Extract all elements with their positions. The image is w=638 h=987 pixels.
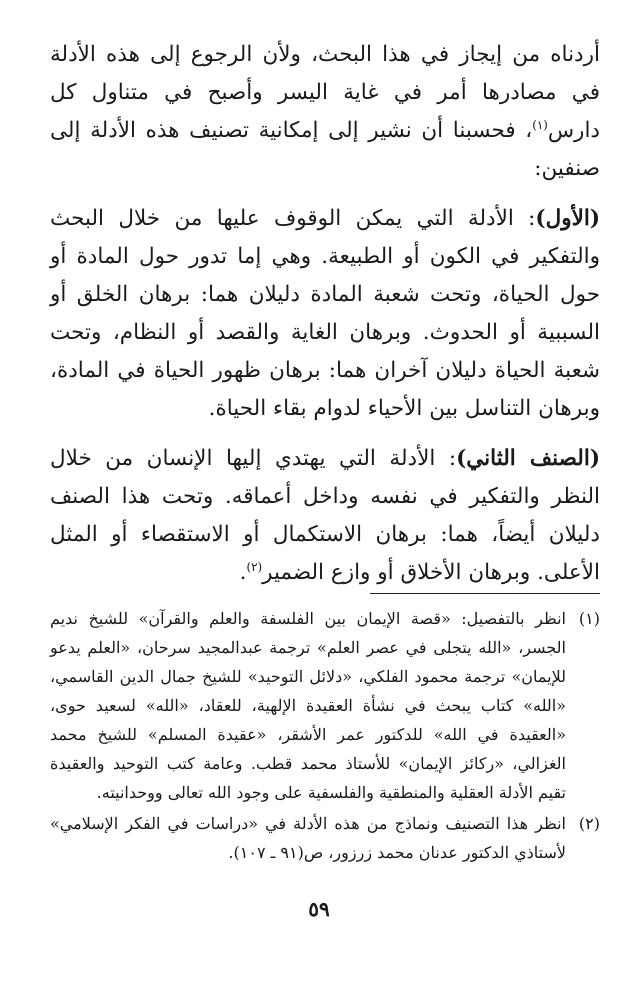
- footnote-2-text: انظر هذا التصنيف ونماذج من هذه الأدلة في «دراسات في الفكر الإسلامي» لأستاذي الدكتور عدنان محمد زرزور، ص(٩١ ـ ١٠٧).: [50, 814, 567, 862]
- page-number: ٥٩: [308, 897, 330, 921]
- footnote-1: [50, 604, 600, 807]
- main-text: [50, 36, 600, 592]
- footnote-1-text: انظر بالتفصيل: «قصة الإيمان بين الفلسفة والعلم والقرآن» للشيخ نديم الجسر، «الله يتجلى في عصر العلم» ترجمة عبدالمجيد سرحان، «العلم يدعو للإيمان» ترجمة محمود الفلكي، «دلائل التوحيد» للشيخ جمال الدين القاسمي، «الله» كتاب يبحث في نشأة العقيدة الإلهية، للعقاد، «الله» لسعيد حوى، «العقيدة في الله» للدكتور عمر الأشقر، «عقيدة المسلم» للشيخ محمد الغزالي، «ركائز الإيمان» للأستاذ محمد قطب. وعامة كتب التوحيد والعقيدة تقيم الأدلة العقلية والمنطقية والفلسفية على وجود الله تعالى ووحدانيته.: [50, 609, 566, 802]
- footnote-2-number: (٢): [578, 814, 600, 833]
- second-category-text: : الأدلة التي يهتدي إليها الإنسان من خلال النظر والتفكير في نفسه وداخل أعماقه. وتحت هذا الصنف دليلان أيضاً، هما: برهان الاستكمال أو الاستقصاء أو المثل الأعلى. وبرهان الأخلاق أو وازع الضمير: [50, 446, 600, 585]
- footnote-1-number: (١): [578, 609, 600, 628]
- footnotes: [50, 604, 600, 867]
- paragraph-second-category: [50, 440, 600, 592]
- first-category-text: : الأدلة التي يمكن الوقوف عليها من خلال البحث والتفكير في الكون أو الطبيعة. وهي إما تدور حول المادة أو حول الحياة، وتحت شعبة المادة دليلان هما: برهان الخلق أو السببية أو الحدوث. وبرهان الغاية والقصد أو النظام، وتحت شعبة الحياة دليلان آخران هما: برهان ظهور الحياة في المادة، وبرهان التناسل بين الأحياء لدوام بقاء الحياة.: [50, 206, 600, 421]
- footnote-separator: [370, 593, 600, 594]
- second-category-heading: (الصنف الثاني): [456, 446, 600, 471]
- second-category-end: .: [239, 560, 247, 585]
- footnote-2: [50, 809, 600, 867]
- footnote-ref-2[interactable]: (٢): [246, 559, 263, 574]
- paragraph-intro-text: أردناه من إيجاز في هذا البحث، ولأن الرجوع إلى هذه الأدلة في مصادرها أمر في غاية اليسر وأصبح في متناول كل دارس: [50, 42, 600, 143]
- paragraph-first-category: [50, 200, 600, 428]
- paragraph-intro-end: ، فحسبنا أن نشير إلى إمكانية تصنيف هذه الأدلة إلى صنفين:: [50, 118, 600, 181]
- first-category-heading: (الأول): [535, 206, 600, 231]
- footnote-ref-1[interactable]: (١): [532, 117, 548, 132]
- paragraph-intro: [50, 36, 600, 188]
